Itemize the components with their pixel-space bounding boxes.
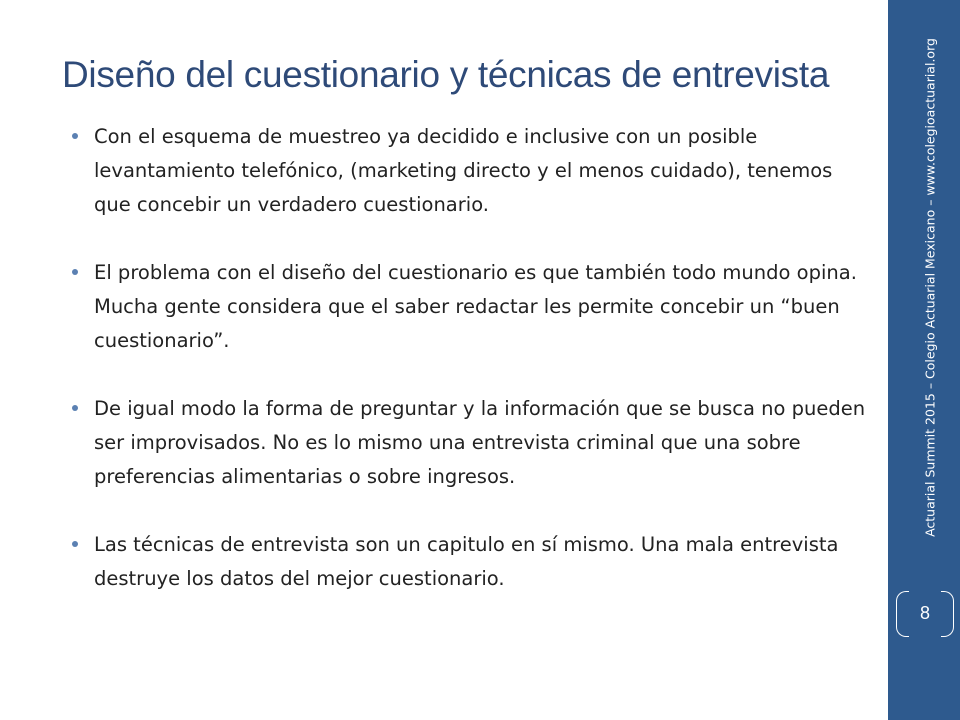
bullet-dot-icon <box>72 541 78 547</box>
bullet-dot-icon <box>72 405 78 411</box>
bullet-list <box>72 120 872 596</box>
bullet-text: El problema con el diseño del cuestionario es que también todo mundo opina. Mucha gente considera que el saber redactar les permite concebir un “buen cuestionario”. <box>94 261 857 352</box>
bullet-text: Las técnicas de entrevista son un capitulo en sí mismo. Una mala entrevista destruye los datos del mejor cuestionario. <box>94 533 839 590</box>
bullet-dot-icon <box>72 133 78 139</box>
bullet-dot-icon <box>72 269 78 275</box>
bullet-text: De igual modo la forma de preguntar y la información que se busca no pueden ser improvisados. No es lo mismo una entrevista criminal que una sobre preferencias alimentarias o sobre ingresos. <box>94 397 866 488</box>
bullet-text: Con el esquema de muestreo ya decidido e inclusive con un posible levantamiento telefónico, (marketing directo y el menos cuidado), tenemos que concebir un verdadero cuestionario. <box>94 125 833 216</box>
bullet-item <box>72 256 872 358</box>
bullet-item <box>72 120 872 222</box>
page-number: 8 <box>919 603 930 623</box>
bullet-item <box>72 392 872 494</box>
slide-title: Diseño del cuestionario y técnicas de entrevista <box>62 54 830 95</box>
footer-vertical <box>920 0 940 537</box>
footer-text: Actuarial Summit 2015 – Colegio Actuarial Mexicano – www.colegioactuarial.org <box>922 38 938 537</box>
bullet-item <box>72 528 872 596</box>
page-number-box <box>896 591 954 637</box>
